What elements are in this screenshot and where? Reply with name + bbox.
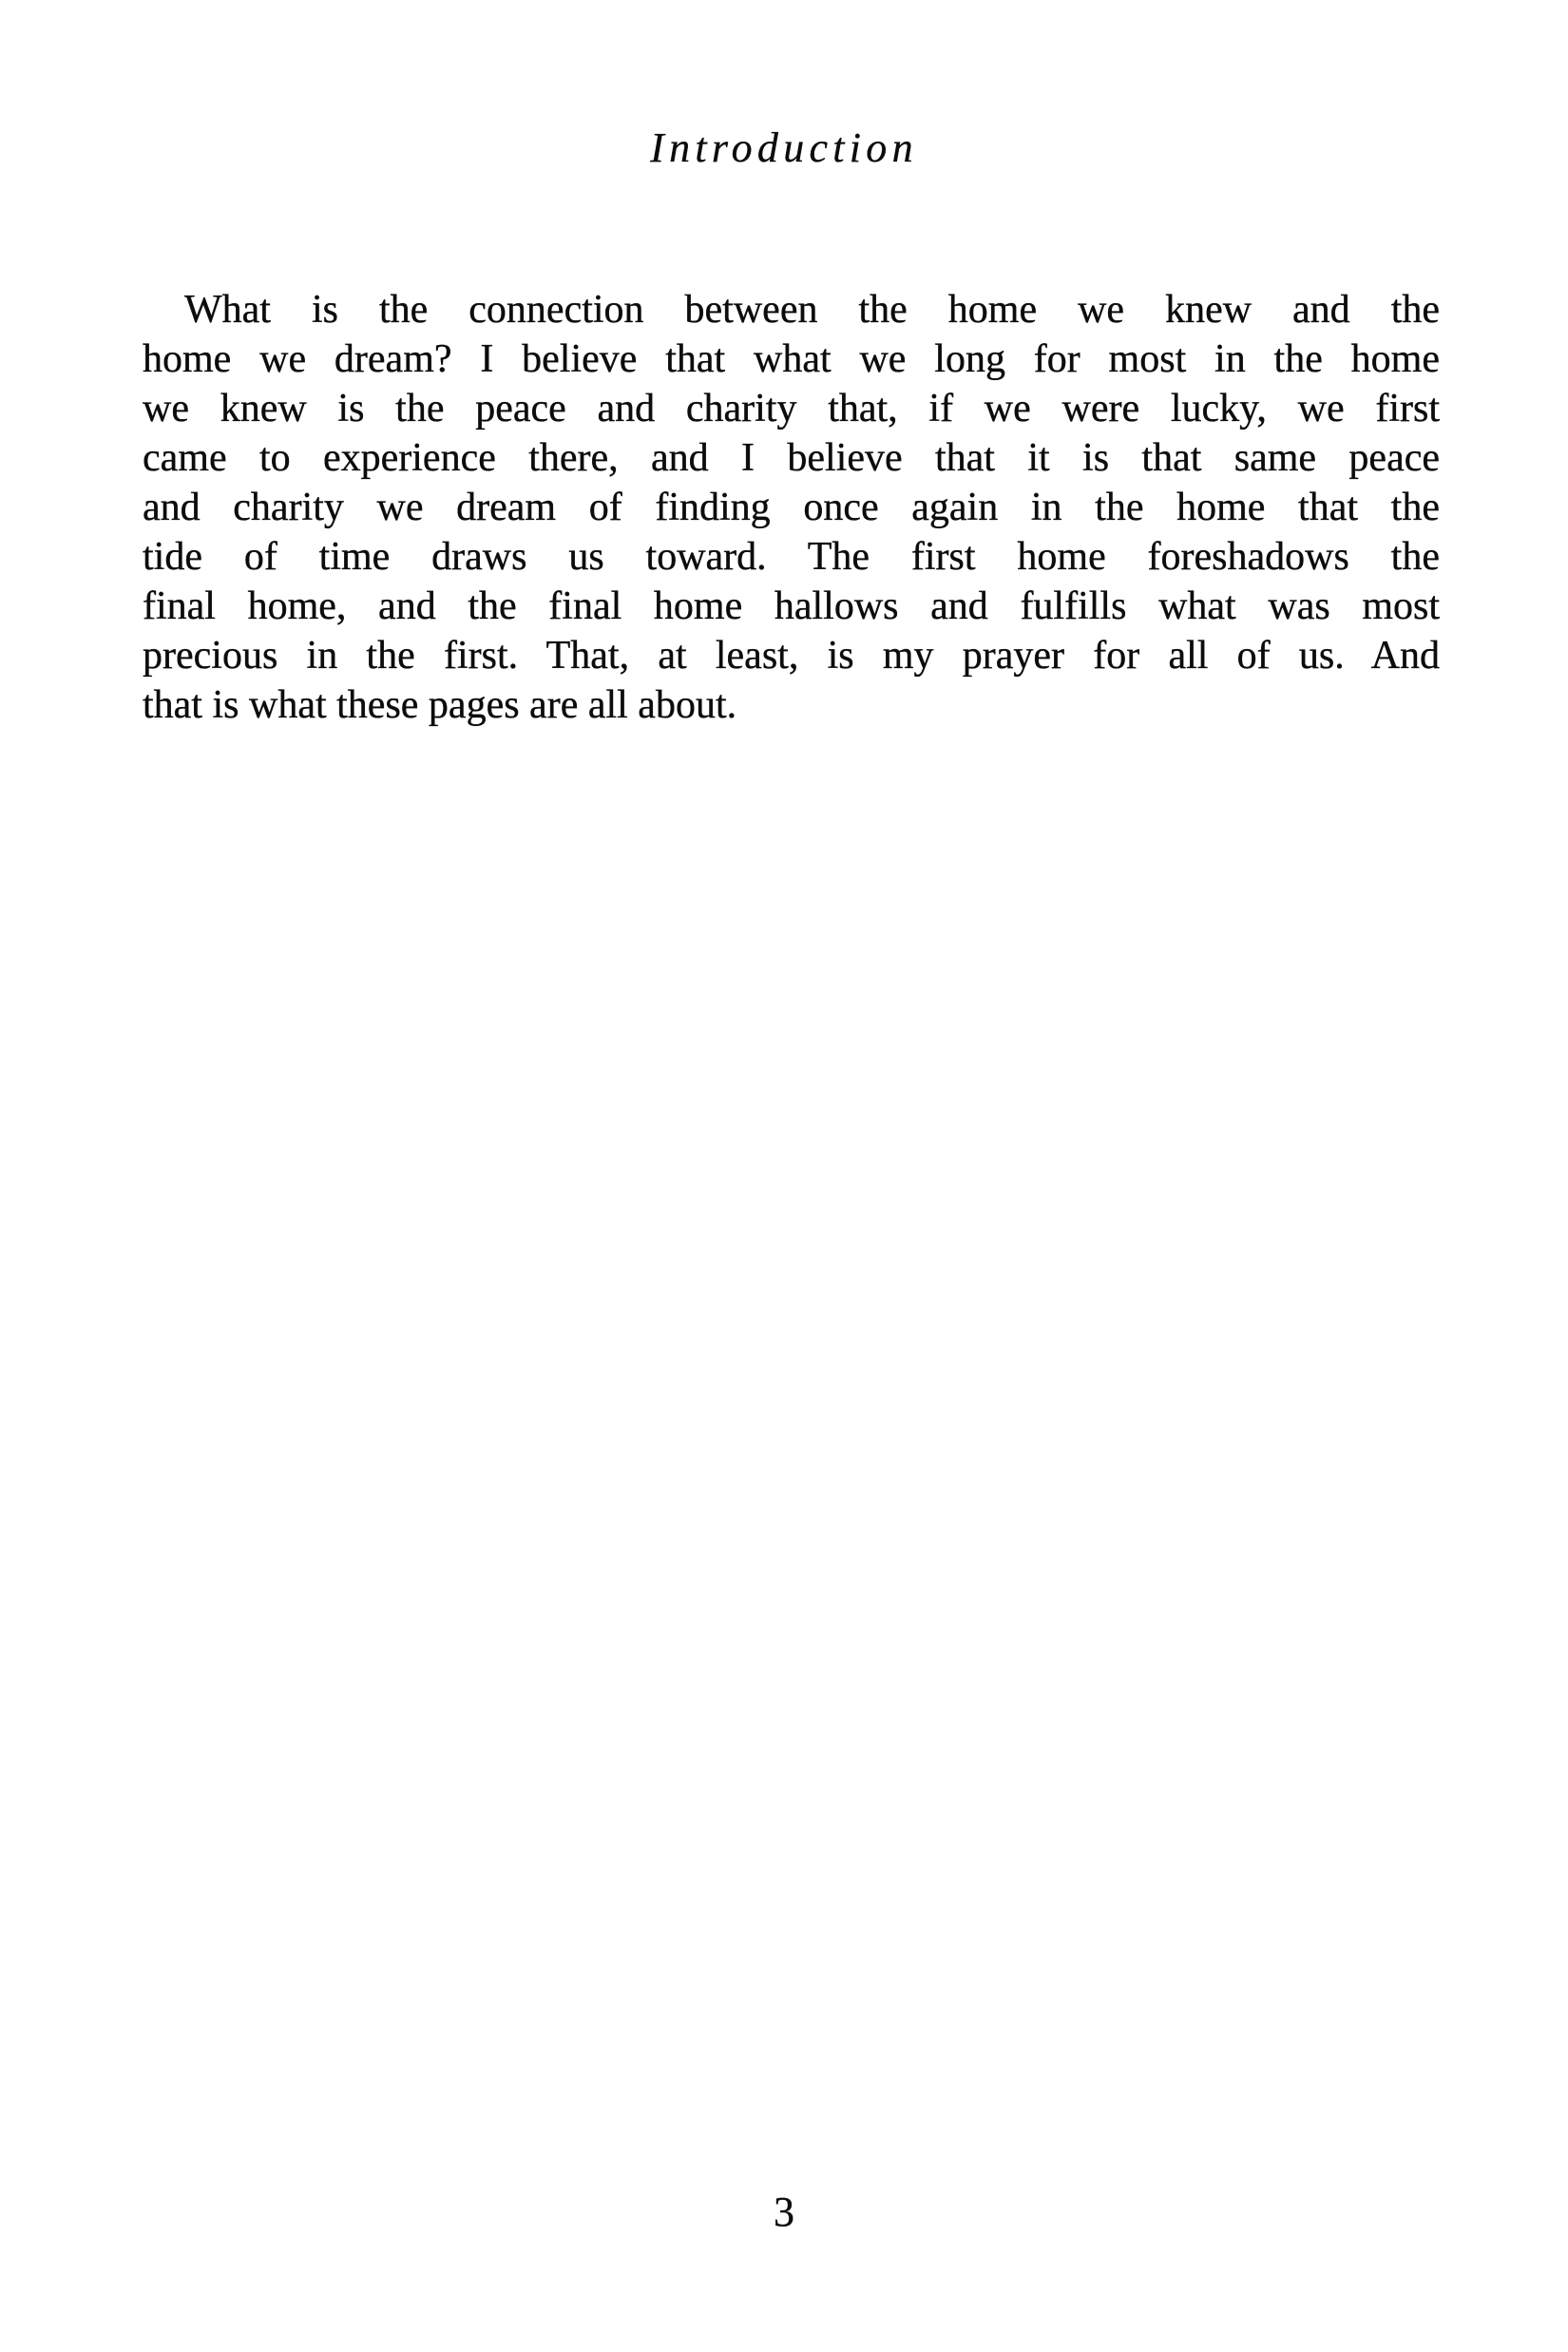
paragraph-line: What is the connection between the home we knew and the [184,288,1440,332]
paragraph-line: home we dream? I believe that what we long for most in the home [143,337,1440,381]
paragraph-line: and charity we dream of finding once again in the home that the [143,486,1440,529]
paragraph-line: precious in the first. That, at least, is my prayer for all of us. And [143,634,1440,678]
paragraph-line: tide of time draws us toward. The first home foreshadows the [143,535,1440,579]
paragraph-line: final home, and the final home hallows and fulfills what was most [143,584,1440,628]
body-paragraph [143,285,1440,730]
running-header: Introduction [650,124,918,171]
paragraph-line: came to experience there, and I believe that it is that same peace [143,436,1440,480]
page-number: 3 [774,2189,794,2235]
paragraph-line: we knew is the peace and charity that, if we were lucky, we first [143,387,1440,430]
paragraph-line: that is what these pages are all about. [143,683,737,727]
